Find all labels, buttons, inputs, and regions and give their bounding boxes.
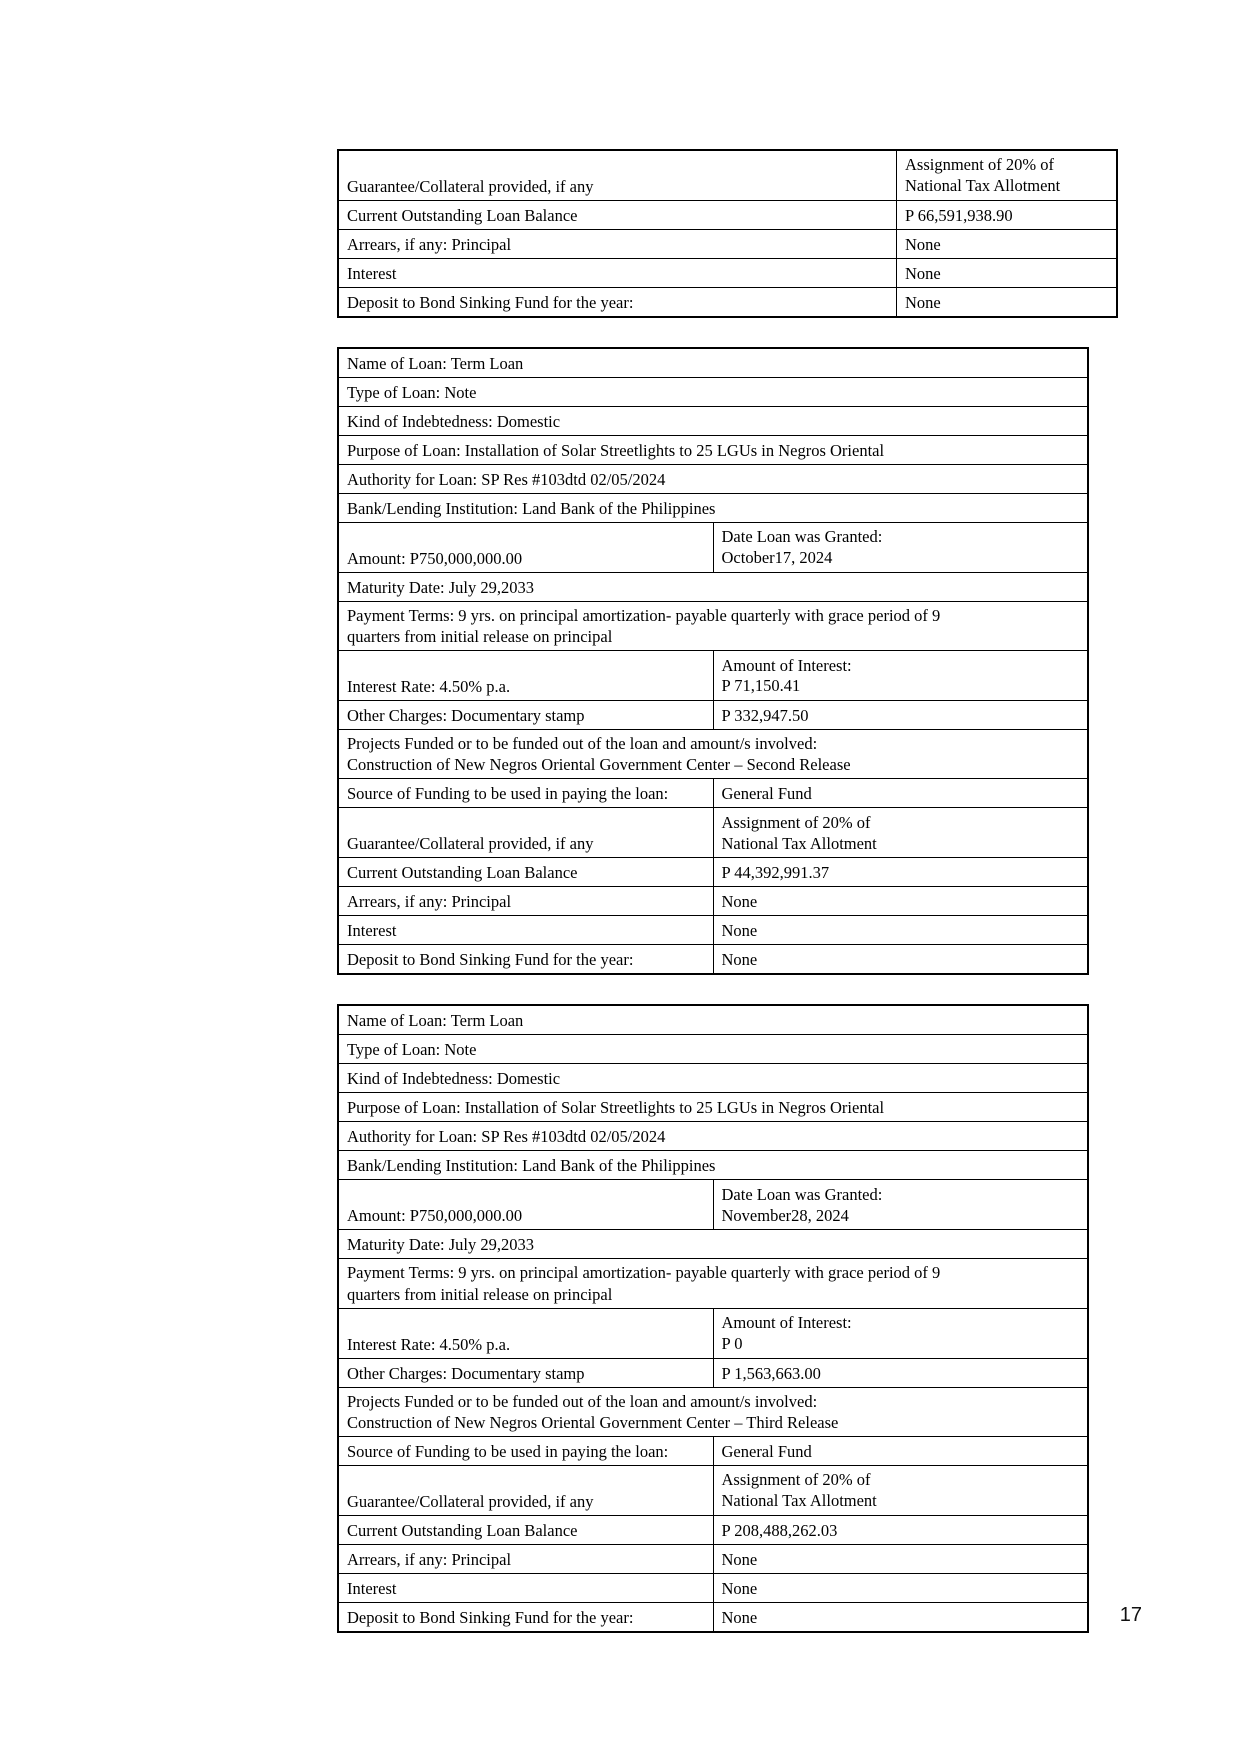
- table-row: [338, 1093, 1088, 1122]
- table-gap: [337, 318, 1089, 347]
- table-row: [338, 887, 1088, 916]
- loan-table-third-release: [337, 1004, 1089, 1632]
- row-value-multiline: [897, 150, 1118, 201]
- table-row: [338, 1602, 1088, 1632]
- row-label: Interest Rate: 4.50% p.a.: [338, 1308, 713, 1358]
- row-label-line-1: Projects Funded or to be funded out of the loan and amount/s involved:: [347, 734, 818, 754]
- row-label: Purpose of Loan: Installation of Solar Streetlights to 25 LGUs in Negros Oriental: [338, 1093, 1088, 1122]
- row-label: Other Charges: Documentary stamp: [338, 1358, 713, 1387]
- row-label: Type of Loan: Note: [338, 1035, 1088, 1064]
- table-row: [338, 1515, 1088, 1544]
- table-row: [338, 651, 1088, 701]
- table-row: [338, 1544, 1088, 1573]
- table-row: [338, 1387, 1088, 1436]
- table-row: [338, 602, 1088, 651]
- table-row: [338, 1308, 1088, 1358]
- row-label: Kind of Indebtedness: Domestic: [338, 407, 1088, 436]
- row-value-line-2: National Tax Allotment: [905, 176, 1061, 196]
- page-number: 17: [1119, 1604, 1142, 1626]
- row-value-line-1: Assignment of 20% of: [721, 812, 871, 832]
- table-row: [338, 573, 1088, 602]
- row-label-line-1: Projects Funded or to be funded out of the loan and amount/s involved:: [347, 1391, 818, 1411]
- row-label-multiline: [338, 1259, 1088, 1308]
- table-row: [338, 436, 1088, 465]
- row-label: Deposit to Bond Sinking Fund for the year:: [338, 1602, 713, 1632]
- row-label: Interest: [338, 916, 713, 945]
- row-label: Maturity Date: July 29,2033: [338, 573, 1088, 602]
- row-value: General Fund: [713, 1436, 1088, 1465]
- row-value: P 332,947.50: [713, 701, 1088, 730]
- row-label-line-1: Payment Terms: 9 yrs. on principal amortization- payable quarterly with grace period of 9: [347, 1263, 941, 1283]
- table-row: [338, 201, 1117, 230]
- row-value-line-2: October17, 2024: [721, 548, 833, 568]
- row-value-line-2: National Tax Allotment: [721, 1491, 877, 1511]
- table-row: [338, 348, 1088, 378]
- table-row: [338, 1465, 1088, 1515]
- row-label: Amount: P750,000,000.00: [338, 523, 713, 573]
- row-value-line-1: Date Loan was Granted:: [721, 527, 883, 547]
- row-value-line-1: Date Loan was Granted:: [721, 1184, 883, 1204]
- row-label: Deposit to Bond Sinking Fund for the year:: [338, 288, 897, 318]
- row-value: None: [713, 1573, 1088, 1602]
- row-label: Bank/Lending Institution: Land Bank of the Philippines: [338, 494, 1088, 523]
- row-label-line-2: Construction of New Negros Oriental Government Center – Third Release: [347, 1412, 839, 1432]
- row-value-line-2: November28, 2024: [721, 1205, 849, 1225]
- loan-table-second-release: [337, 347, 1089, 975]
- table-row: [338, 1436, 1088, 1465]
- row-label: Guarantee/Collateral provided, if any: [338, 150, 897, 201]
- table-row: [338, 808, 1088, 858]
- row-label: Source of Funding to be used in paying the loan:: [338, 779, 713, 808]
- row-value: None: [713, 1544, 1088, 1573]
- row-value: None: [713, 1602, 1088, 1632]
- table-row: [338, 858, 1088, 887]
- row-label: Interest Rate: 4.50% p.a.: [338, 651, 713, 701]
- table-row: [338, 1180, 1088, 1230]
- row-value-line-2: P 71,150.41: [721, 676, 801, 696]
- row-label: Amount: P750,000,000.00: [338, 1180, 713, 1230]
- row-label: Current Outstanding Loan Balance: [338, 201, 897, 230]
- row-value: P 1,563,663.00: [713, 1358, 1088, 1387]
- table-row: [338, 259, 1117, 288]
- row-label: Interest: [338, 1573, 713, 1602]
- row-label-line-1: Payment Terms: 9 yrs. on principal amortization- payable quarterly with grace period of 9: [347, 606, 941, 625]
- row-label: Name of Loan: Term Loan: [338, 348, 1088, 378]
- row-value: None: [897, 288, 1118, 318]
- table-row: [338, 730, 1088, 779]
- row-label-line-2: quarters from initial release on principal: [347, 1284, 613, 1304]
- row-value-multiline: [713, 523, 1088, 573]
- table-row: [338, 1064, 1088, 1093]
- row-label: Arrears, if any: Principal: [338, 1544, 713, 1573]
- row-label: Name of Loan: Term Loan: [338, 1005, 1088, 1035]
- row-value: None: [897, 230, 1118, 259]
- table-gap: [337, 975, 1089, 1004]
- table-row: [338, 1358, 1088, 1387]
- row-label: Other Charges: Documentary stamp: [338, 701, 713, 730]
- row-label: Interest: [338, 259, 897, 288]
- table-row: [338, 465, 1088, 494]
- table-row: [338, 288, 1117, 318]
- row-label: Authority for Loan: SP Res #103dtd 02/05/2024: [338, 465, 1088, 494]
- row-value: P 44,392,991.37: [713, 858, 1088, 887]
- table-row: [338, 916, 1088, 945]
- row-value: None: [713, 945, 1088, 975]
- row-value: None: [897, 259, 1118, 288]
- row-value: P 66,591,938.90: [897, 201, 1118, 230]
- row-value-line-1: Amount of Interest:: [721, 1313, 852, 1333]
- row-label: Current Outstanding Loan Balance: [338, 1515, 713, 1544]
- row-value-multiline: [713, 1465, 1088, 1515]
- table-row: [338, 1230, 1088, 1259]
- table-row: [338, 378, 1088, 407]
- table-row: [338, 1259, 1088, 1308]
- row-label: Guarantee/Collateral provided, if any: [338, 1465, 713, 1515]
- table-row: [338, 407, 1088, 436]
- row-label-multiline: [338, 730, 1088, 779]
- row-label: Purpose of Loan: Installation of Solar Streetlights to 25 LGUs in Negros Oriental: [338, 436, 1088, 465]
- row-value: P 208,488,262.03: [713, 1515, 1088, 1544]
- table-row: [338, 701, 1088, 730]
- row-value-line-2: P 0: [721, 1333, 743, 1353]
- row-label: Type of Loan: Note: [338, 378, 1088, 407]
- row-label: Deposit to Bond Sinking Fund for the year:: [338, 945, 713, 975]
- table-row: [338, 1151, 1088, 1180]
- row-label-multiline: [338, 1387, 1088, 1436]
- row-label-line-2: quarters from initial release on principal: [347, 627, 613, 647]
- table-row: [338, 779, 1088, 808]
- loan-table-partial-top: [337, 149, 1118, 318]
- row-value-line-1: Assignment of 20% of: [721, 1470, 871, 1490]
- row-label: Source of Funding to be used in paying the loan:: [338, 1436, 713, 1465]
- row-label: Current Outstanding Loan Balance: [338, 858, 713, 887]
- table-row: [338, 523, 1088, 573]
- row-label-line-2: Construction of New Negros Oriental Government Center – Second Release: [347, 755, 851, 775]
- table-row: [338, 945, 1088, 975]
- loan-tables-container: [337, 149, 1089, 1633]
- row-value-multiline: [713, 808, 1088, 858]
- row-value-line-1: Assignment of 20% of: [905, 155, 1054, 175]
- row-value: General Fund: [713, 779, 1088, 808]
- row-value: None: [713, 916, 1088, 945]
- table-row: [338, 1122, 1088, 1151]
- row-value-line-1: Amount of Interest:: [721, 655, 852, 675]
- row-label: Arrears, if any: Principal: [338, 230, 897, 259]
- row-label: Kind of Indebtedness: Domestic: [338, 1064, 1088, 1093]
- row-value-multiline: [713, 651, 1088, 701]
- table-row: [338, 1573, 1088, 1602]
- row-label: Arrears, if any: Principal: [338, 887, 713, 916]
- table-row: [338, 1005, 1088, 1035]
- row-label: Guarantee/Collateral provided, if any: [338, 808, 713, 858]
- table-row: [338, 1035, 1088, 1064]
- row-label: Maturity Date: July 29,2033: [338, 1230, 1088, 1259]
- table-row: [338, 150, 1117, 201]
- row-label: Authority for Loan: SP Res #103dtd 02/05/2024: [338, 1122, 1088, 1151]
- row-value-multiline: [713, 1308, 1088, 1358]
- table-row: [338, 494, 1088, 523]
- row-value-line-2: National Tax Allotment: [721, 833, 877, 853]
- row-value: None: [713, 887, 1088, 916]
- row-label: Bank/Lending Institution: Land Bank of the Philippines: [338, 1151, 1088, 1180]
- row-label-multiline: [338, 602, 1088, 651]
- table-row: [338, 230, 1117, 259]
- row-value-multiline: [713, 1180, 1088, 1230]
